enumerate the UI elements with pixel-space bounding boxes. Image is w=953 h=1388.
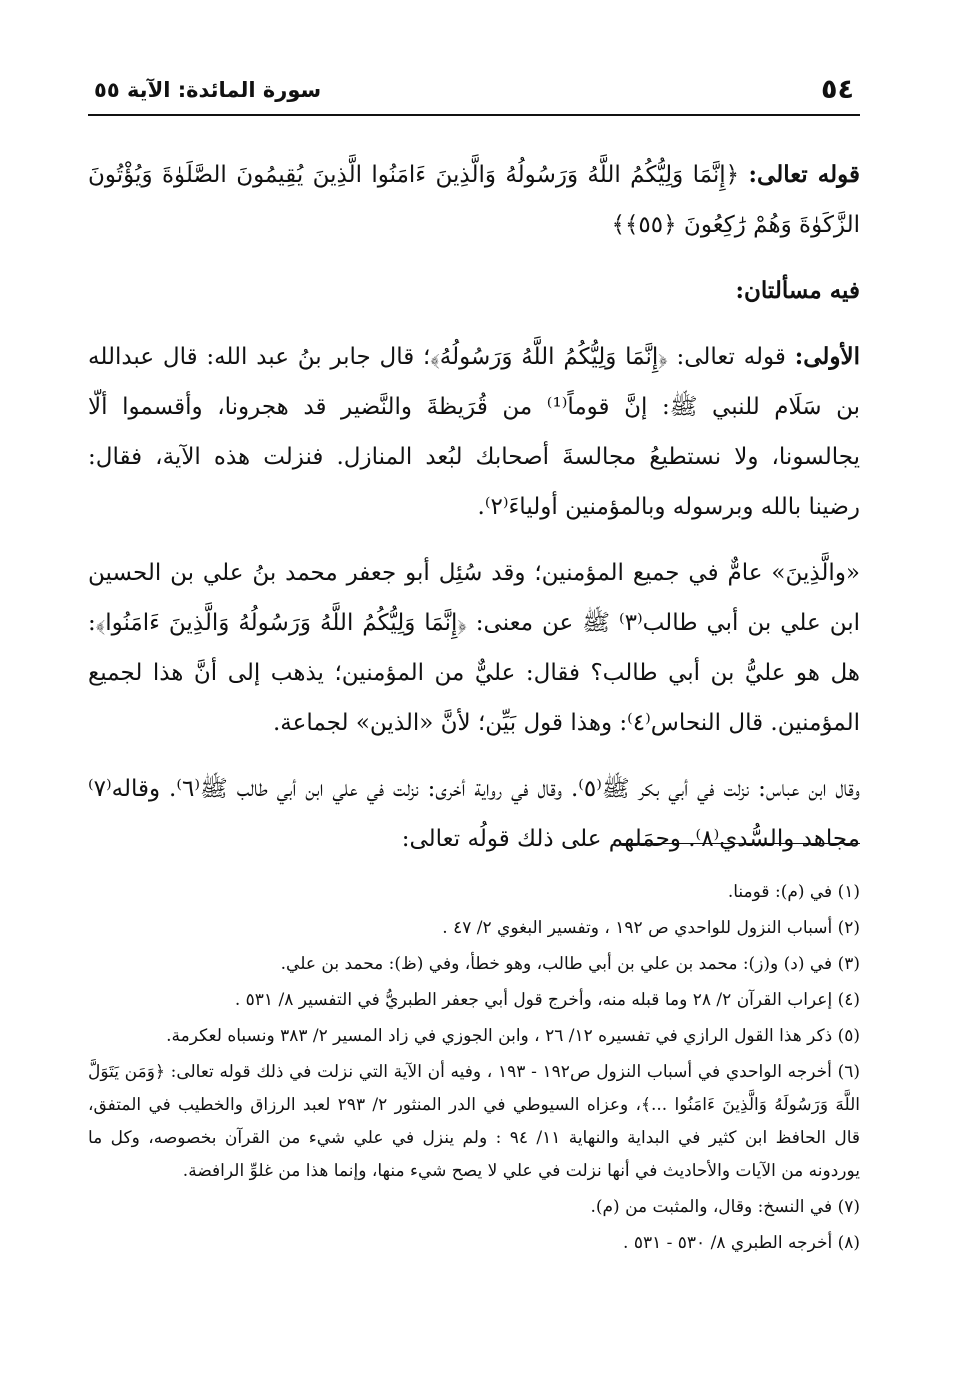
- footnote-8: (٨) أخرجه الطبري ٨/ ٥٣٠ - ٥٣١ .: [623, 1233, 860, 1253]
- footnote-3: (٣) في (د) و(ز): محمد بن علي بن أبي طالب، وهو خطأ، وفي (ظ): محمد بن علي.: [280, 954, 860, 974]
- verse-text: ﴿إِنَّمَا وَلِيُّكُمُ اللَّهُ وَرَسُولُهُ وَالَّذِينَ ءَامَنُوا الَّذِينَ يُقِيمُونَ الصَّلَوٰةَ وَيُؤْتُونَ الزَّكَوٰةَ وَهُمْ رَٰكِعُونَ ﴿٥٥﴾﴾: [88, 162, 860, 238]
- footnote-5: (٥) ذكر هذا القول الرازي في تفسيره ١٢/ ٢٦ ، وابن الجوزي في زاد المسير ٢/ ٣٨٣ ونسباه لعكرمة.: [166, 1026, 860, 1046]
- verse-intro: قوله تعالى:: [748, 161, 860, 188]
- footnote-1: (١) في (م): قومنا.: [727, 882, 860, 902]
- verse-paragraph: [88, 150, 860, 250]
- main-text: [88, 150, 860, 880]
- issues-heading: فيه مسألتان:: [735, 277, 860, 304]
- footnote-2: (٢) أسباب النزول للواحدي ص ١٩٢ ، وتفسير البغوي ٢/ ٤٧ .: [442, 918, 860, 938]
- first-issue-text: قوله تعالى: ﴿إِنَّمَا وَلِيُّكُمُ اللَّهُ وَرَسُولُهُ﴾؛ قال جابر بنُ عبد الله: قال عبدالله بن سَلَام للنبي ﷺ: إنَّ قوماً⁽¹⁾ من قُرَيظةَ والنَّضير قد هجرونا، وأقسموا ألّا يجالسونا، ولا نستطيعُ مجالسةَ أصحابك لبُعد المنازل. فنزلت هذه الآية، فقال: رضينا بالله وبرسوله وبالمؤمنين أولياءَ⁽٢⁾.: [88, 344, 860, 520]
- first-issue-paragraph: [88, 332, 860, 532]
- page-header: [88, 72, 860, 116]
- first-issue-label: الأولى:: [794, 343, 860, 370]
- footnote-6: (٦) أخرجه الواحدي في أسباب النزول ص١٩٢ - ١٩٣ ، وفيه أن الآية التي نزلت في ذلك قوله تعالى: ﴿وَمَن يَتَوَلَّ اللَّهَ وَرَسُولَهُ وَالَّذِينَ ءَامَنُوا ...﴾، وعزاه السيوطي في الدر المنثور ٢/ ٢٩٣ لعبد الرزاق والخطيب في المتفق، قال الحافظ ابن كثير في البداية والنهاية ١١/ ٩٤ : ولم ينزل في علي شيء من القرآن بخصوصه، وكل ما يوردونه من الآيات والأحاديث في أنها نزلت في علي لا يصح شيء منها، وإنما هذا من غلوِّ الرافضة.: [88, 1062, 860, 1181]
- footnote-7: (٧) في النسخ: وقال، والمثبت من (م).: [590, 1197, 860, 1217]
- footnote-4: (٤) إعراب القرآن ٢/ ٢٨ وما قبله منه، وأخرج قول أبي جعفر الطبريُّ في التفسير ٨/ ٥٣١ .: [234, 990, 860, 1010]
- footnote-divider: [620, 843, 860, 844]
- running-title: سورة المائدة: الآية ٥٥: [94, 78, 322, 102]
- paragraph-3: وقال ابن عباس: نزلت في أبي بكر ﷺ⁽٥⁾. وقال في رواية أخرى: نزلت في علي ابن أبي طالب ﷺ⁽٦⁾. وقاله⁽٧⁾ مجاهد والسُّدي⁽٨⁾. وحمَلهم على ذلك قولُه تعالى:: [88, 776, 860, 852]
- paragraph-2: «والَّذِينَ» عامٌّ في جميع المؤمنين؛ وقد سُئِل أبو جعفر محمد بنُ علي بن الحسين ابن علي بن أبي طالب⁽٣⁾ ﷺ عن معنى: ﴿إِنَّمَا وَلِيُّكُمُ اللَّهُ وَرَسُولُهُ وَالَّذِينَ ءَامَنُوا﴾: هل هو عليُّ بن أبي طالب؟ فقال: عليٌّ من المؤمنين؛ يذهب إلى أنَّ هذا لجميع المؤمنين. قال النحاس⁽٤⁾: وهذا قول بَيِّن؛ لأنَّ «الذين» لجماعة.: [88, 560, 860, 736]
- page-number: ٥٤: [821, 74, 854, 105]
- footnotes: [88, 876, 860, 1263]
